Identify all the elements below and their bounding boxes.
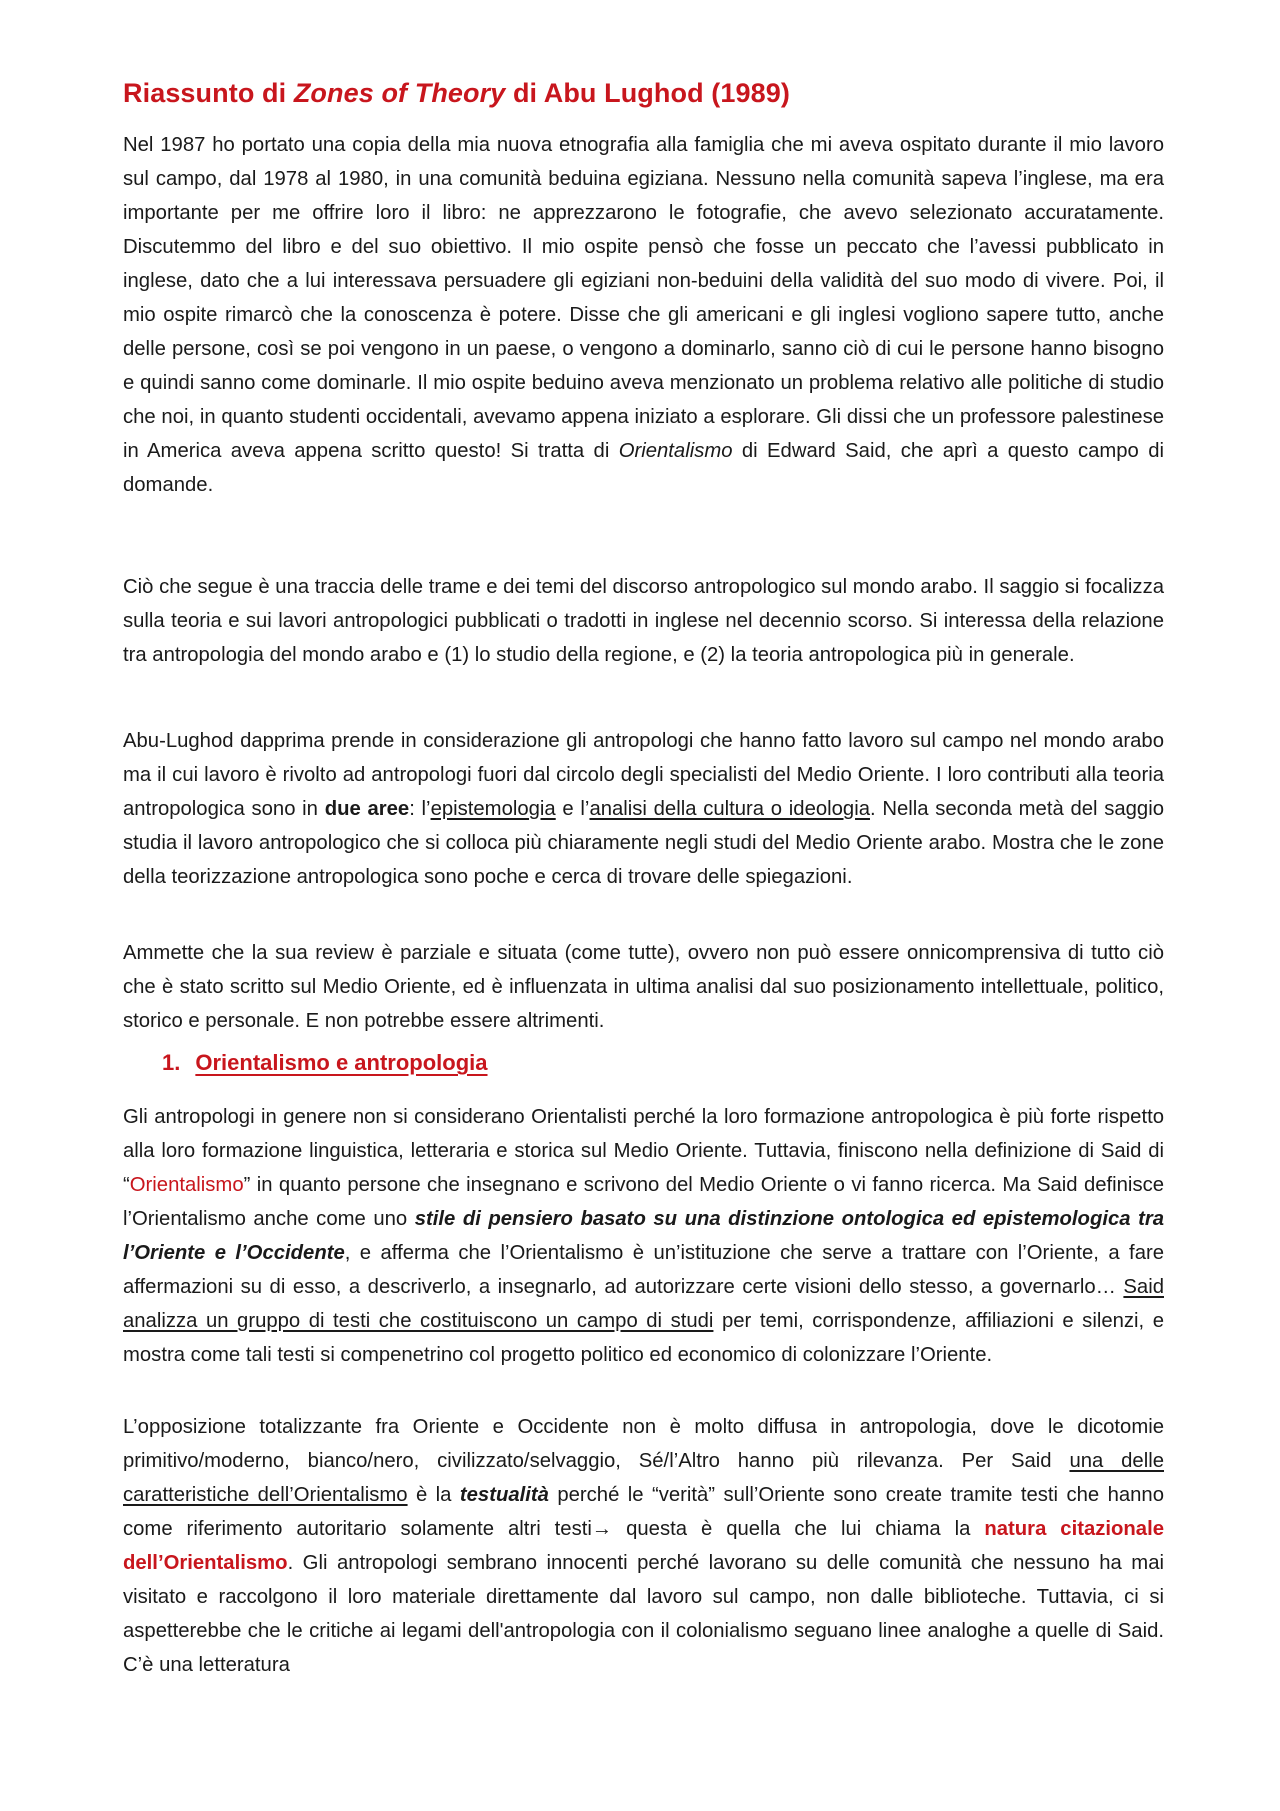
paragraph-text: Gli antropologi in genere non si considerano Orientalisti perché la loro formazione antropologica è più forte rispetto alla loro formazione linguistica, letteraria e storica sul Medio Oriente. Tuttavia, finiscono nella definizione di Said di “ <box>123 1106 1164 1196</box>
paragraph-text: di Edward Said, che aprì a questo campo di domande. <box>123 440 1164 496</box>
paragraph-text: Abu-Lughod dapprima prende in considerazione gli antropologi che hanno fatto lavoro sul campo nel mondo arabo ma il cui lavoro è rivolto ad antropologi fuori dal circolo degli specialisti del Medio Oriente. I loro contributi alla teoria antropologica sono in <box>123 730 1164 820</box>
section-label: Orientalismo e antropologia <box>195 1050 488 1075</box>
highlight-orientalismo: Orientalismo <box>129 1174 244 1196</box>
section-number: 1. <box>162 1050 181 1075</box>
underline-epistemologia: epistemologia <box>430 798 556 820</box>
emphasis-stile-di-pensiero: stile di pensiero basato su una distinzione ontologica ed epistemologica tra l’Oriente e l’Occidente <box>123 1208 1164 1264</box>
paragraph-text: per temi, corrispondenze, affiliazioni e silenzi, e mostra come tali testi si compenetrino col progetto politico ed economico di colonizzare l’Oriente. <box>123 1310 1164 1366</box>
paragraph-orientalism-definition <box>123 1100 1164 1372</box>
paragraph-areas <box>123 724 1164 894</box>
title-book: Zones of Theory <box>293 78 506 108</box>
paragraph-text: questa è quella che lui chiama la <box>612 1518 985 1540</box>
paragraph-review <box>123 936 1164 1038</box>
section-heading-1 <box>162 1050 488 1076</box>
emphasis-testualita: testualità <box>459 1484 549 1506</box>
highlight-natura-citazionale: natura citazionale dell’Orientalismo <box>123 1518 1165 1574</box>
document-title <box>123 78 790 109</box>
title-suffix: di Abu Lughod (1989) <box>505 78 790 108</box>
underline-caratteristiche: una delle caratteristiche dell’Orientalismo <box>123 1450 1164 1506</box>
paragraph-intro <box>123 128 1164 502</box>
paragraph-textuality <box>123 1410 1164 1682</box>
arrow-right-icon: → <box>591 1518 613 1540</box>
paragraph-text: , e afferma che l’Orientalismo è un’istituzione che serve a trattare con l’Oriente, a fare affermazioni su di esso, a descriverlo, a insegnarlo, ad autorizzare certe visioni dello stesso, a governarlo… <box>123 1242 1165 1298</box>
paragraph-text: è la <box>407 1484 460 1506</box>
title-prefix: Riassunto di <box>123 78 294 108</box>
paragraph-text: Ammette che la sua review è parziale e situata (come tutte), ovvero non può essere onnicomprensiva di tutto ciò che è stato scritto sul Medio Oriente, ed è influenzata in ultima analisi dal suo posizionamento intellettuale, politico, storico e personale. E non potrebbe essere altrimenti. <box>123 942 1164 1032</box>
paragraph-text: ” in quanto persone che insegnano e scrivono del Medio Oriente o vi fanno ricerca. Ma Said definisce l’Orientalismo anche come uno <box>123 1174 1164 1230</box>
underline-analisi-cultura: analisi della cultura o ideologia <box>589 798 870 820</box>
paragraph-text: perché le “verità” sull’Oriente sono create tramite testi che hanno come riferimento autoritario solamente altri testi <box>123 1484 1164 1540</box>
paragraph-text: Nel 1987 ho portato una copia della mia nuova etnografia alla famiglia che mi aveva ospitato durante il mio lavoro sul campo, dal 1978 al 1980, in una comunità beduina egiziana. Nessuno nella comunità sapeva l’inglese, ma era importante per me offrire loro il libro: ne apprezzarono le fotografie, che avevo selezionato accuratamente. Discutemmo del libro e del suo obiettivo. Il mio ospite pensò che fosse un peccato che l’avessi pubblicato in inglese, dato che a lui interessava persuadere gli egiziani non-beduini della validità del suo modo di vivere. Poi, il mio ospite rimarcò che la conoscenza è potere. Disse che gli americani e gli inglesi vogliono sapere tutto, anche delle persone, così se poi vengono in un paese, o vengono a dominarlo, sanno ciò di cui le persone hanno bisogno e quindi sanno come dominarle. Il mio ospite beduino aveva menzionato un problema relativo alle politiche di studio che noi, in quanto studenti occidentali, avevamo appena iniziato a esplorare. Gli dissi che un professore palestinese in America aveva appena scritto questo! Si tratta di <box>123 134 1164 462</box>
paragraph-text: . Nella seconda metà del saggio studia il lavoro antropologico che si colloca più chiaramente negli studi del Medio Oriente arabo. Mostra che le zone della teorizzazione antropologica sono poche e cerca di trovare delle spiegazioni. <box>123 798 1164 888</box>
paragraph-text: e l’ <box>555 798 590 820</box>
emphasis-due-aree: due aree <box>324 798 410 820</box>
underline-said-analizza: Said analizza un gruppo di testi che costituiscono un campo di studi <box>123 1276 1164 1332</box>
book-title-orientalismo: Orientalismo <box>618 440 733 462</box>
paragraph-text: L’opposizione totalizzante fra Oriente e Occidente non è molto diffusa in antropologia, dove le dicotomie primitivo/moderno, bianco/nero, civilizzato/selvaggio, Sé/l’Altro hanno più rilevanza. Per Said <box>123 1416 1164 1472</box>
paragraph-text: . Gli antropologi sembrano innocenti perché lavorano su delle comunità che nessuno ha mai visitato e raccolgono il loro materiale direttamente dal lavoro sul campo, non dalle biblioteche. Tuttavia, ci si aspetterebbe che le critiche ai legami dell'antropologia con il colonialismo seguano linee analoghe a quelle di Said. C’è una letteratura <box>123 1552 1164 1676</box>
paragraph-text: : l’ <box>409 798 431 820</box>
paragraph-text: Ciò che segue è una traccia delle trame e dei temi del discorso antropologico sul mondo arabo. Il saggio si focalizza sulla teoria e sui lavori antropologici pubblicati o tradotti in inglese nel decennio scorso. Si interessa della relazione tra antropologia del mondo arabo e (1) lo studio della regione, e (2) la teoria antropologica più in generale. <box>123 576 1164 666</box>
paragraph-scope <box>123 570 1164 672</box>
